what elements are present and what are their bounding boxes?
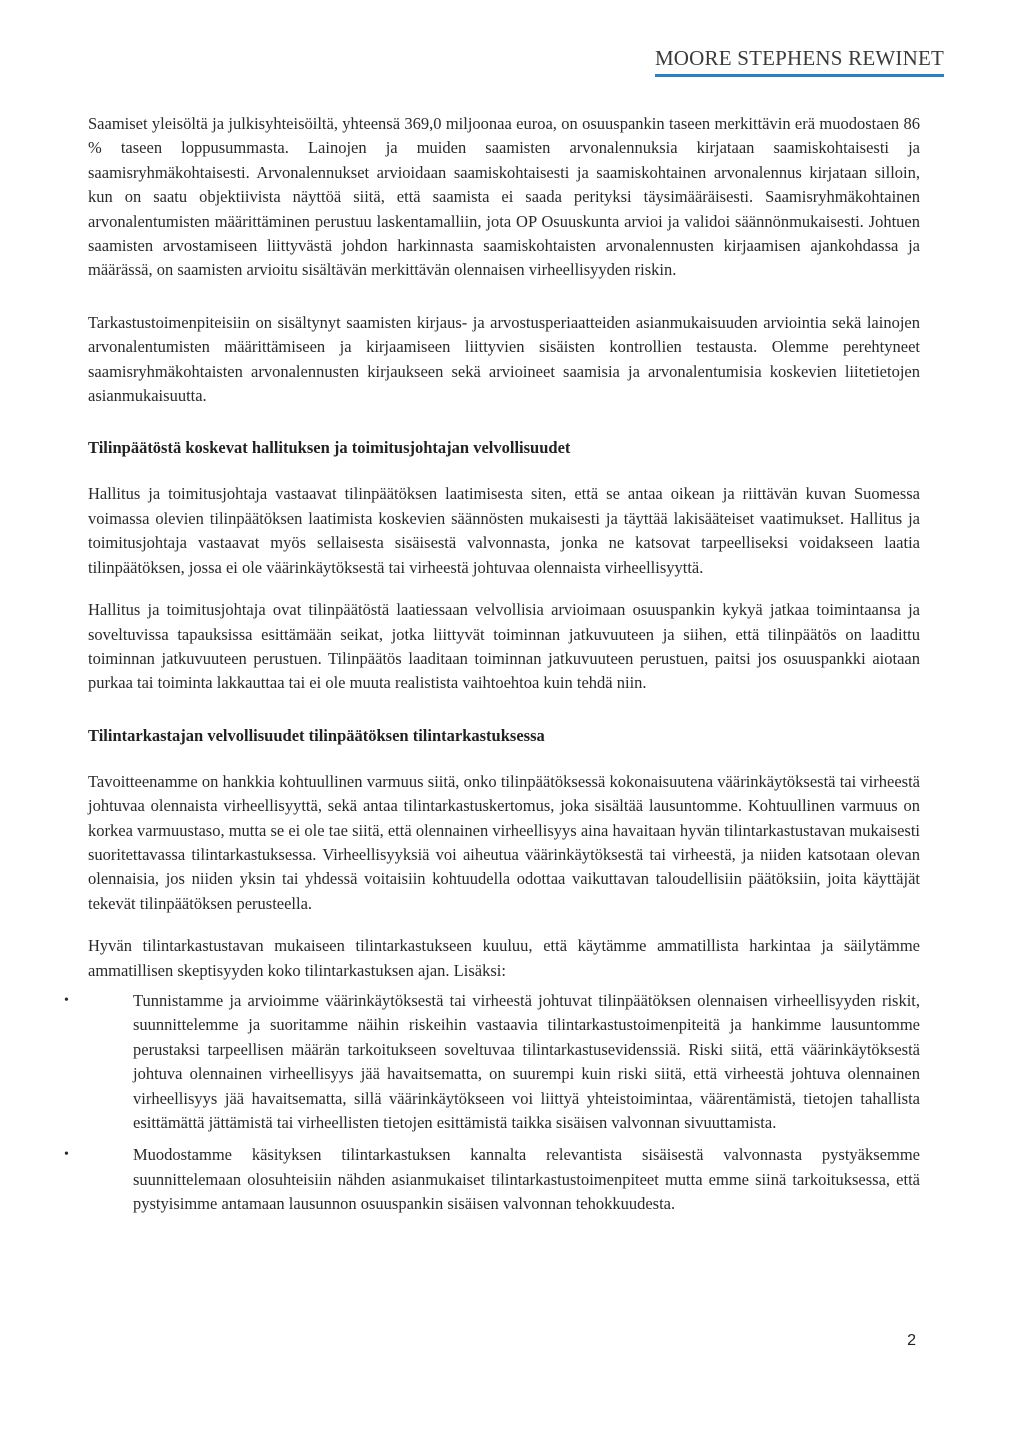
heading-board-responsibilities: Tilinpäätöstä koskevat hallituksen ja toimitusjohtajan velvollisuudet [88, 438, 571, 458]
paragraph-receivables: Saamiset yleisöltä ja julkisyhteisöiltä, yhteensä 369,0 miljoonaa euroa, on osuuspankin taseen merkittävin erä muodostaen 86 % taseen loppusummasta. Lainojen ja muiden saamisten arvonalennuksia kirjataan saamiskohtaisesti ja saamisryhmäkohtaisesti. Arvonalennukset arvioidaan saamiskohtaisesti ja saamiskohtainen arvonalennus kirjataan silloin, kun on saatu objektiivista näyttöä siitä, että saamista ei saada perityksi täysimääräisesti. Saamisryhmäkohtainen arvonalentumisten määrittäminen perustuu laskentamalliin, jota OP Osuuskunta arvioi ja validoi säännönmukaisesti. Johtuen saamisten arvostamiseen liittyvästä johdon harkinnasta saamiskohtaisten arvonalennusten kirjaamisen ajankohdassa ja määrässä, on saamisten arvioitu sisältävän merkittävän olennaisen virheellisyyden riskin. [88, 114, 920, 280]
heading-auditor-responsibilities: Tilintarkastajan velvollisuudet tilinpäätöksen tilintarkastuksessa [88, 725, 545, 745]
document-body [64, 112, 920, 1225]
bullet-list [64, 989, 920, 1217]
paragraph-professional-judgement: Hyvän tilintarkastustavan mukaiseen tilintarkastukseen kuuluu, että käytämme ammatillista harkintaa ja säilytämme ammatillisen skeptisyyden koko tilintarkastuksen ajan. Lisäksi: [88, 936, 920, 980]
bullet-marker: • [64, 1147, 69, 1163]
list-item [64, 989, 920, 1135]
bullet-marker: • [64, 992, 69, 1008]
logo-underline [655, 74, 944, 77]
logo-text: MOORE STEPHENS REWINET [654, 46, 944, 70]
company-logo [655, 46, 944, 77]
paragraph-going-concern: Hallitus ja toimitusjohtaja ovat tilinpäätöstä laatiessaan velvollisia arvioimaan osuuspankin kykyä jatkaa toimintaansa ja soveltuvissa tapauksissa esittämään seikat, jotka liittyvät toiminnan jatkuvuuteen ja siihen, että tilinpäätös on laadittu toiminnan jatkuvuuteen perustuen. Tilinpäätös laaditaan toiminnan jatkuvuuteen perustuen, paitsi jos osuuspankki aiotaan purkaa tai toiminta lakkauttaa tai ei ole muuta realistista vaihtoehtoa kuin tehdä niin. [88, 600, 920, 693]
page-number: 2 [907, 1332, 916, 1349]
bullet-text: Tunnistamme ja arvioimme väärinkäytöksestä tai virheestä johtuvat tilinpäätöksen olennaisen virheellisyyden riskit, suunnittelemme ja suoritamme näihin riskeihin vastaavia tilintarkastustoimenpiteitä ja hankimme lausuntomme perustaksi tarpeellisen määrän tarkoitukseen soveltuvaa tilintarkastusevidenssiä. Riski siitä, että väärinkäytöksestä johtuva olennainen virheellisyys jää havaitsematta, on suurempi kuin riski siitä, että virheestä johtuva olennainen virheellisyys jää havaitsematta, sillä väärinkäytökseen voi liittyä yhteistoimintaa, väärentämistä, tietojen tahallista esittämättä jättämistä tai virheellisten tietojen esittämistä taikka sisäisen valvonnan sivuuttamista. [133, 990, 920, 1132]
paragraph-audit-procedures: Tarkastustoimenpiteisiin on sisältynyt saamisten kirjaus- ja arvostusperiaatteiden asianmukaisuuden arviointia sekä lainojen arvonalentumisten määrittämiseen ja kirjaamiseen liittyvien sisäisten kontrollien testausta. Olemme perehtyneet saamisryhmäkohtaisten arvonalennusten kirjaukseen sekä arvioineet saamisia ja arvonalentumisia koskevien liitetietojen asianmukaisuutta. [88, 312, 920, 406]
list-item [64, 1143, 920, 1216]
paragraph-audit-objective: Tavoitteenamme on hankkia kohtuullinen varmuus siitä, onko tilinpäätöksessä kokonaisuutena väärinkäytöksestä tai virheestä johtuvaa olennaista virheellisyyttä, sekä antaa tilintarkastuskertomus, joka sisältää lausuntomme. Kohtuullinen varmuus on korkea varmuustaso, mutta se ei ole tae siitä, että olennainen virheellisyys aina havaitaan hyvän tilintarkastustavan mukaisesti suoritettavassa tilintarkastuksessa. Virheellisyyksiä voi aiheutua väärinkäytöksestä tai virheestä, ja niiden katsotaan olevan olennaisia, jos niiden yksin tai yhdessä voitaisiin kohtuudella odottaa vaikuttavan taloudellisiin päätöksiin, joita käyttäjät tekevät tilinpäätöksen perusteella. [88, 771, 920, 913]
bullet-text: Muodostamme käsityksen tilintarkastuksen kannalta relevantista sisäisestä valvonnasta pystyäksemme suunnittelemaan olosuhteisiin nähden asianmukaiset tilintarkastustoimenpiteet mutta emme siinä tarkoituksessa, että pystyisimme antamaan lausunnon osuuspankin sisäisen valvonnan tehokkuudesta. [133, 1145, 920, 1214]
paragraph-board-responsibilities: Hallitus ja toimitusjohtaja vastaavat tilinpäätöksen laatimisesta siten, että se antaa oikean ja riittävän kuvan Suomessa voimassa olevien tilinpäätöksen laatimista koskevien säännösten mukaisesti ja täyttää lakisääteiset vaatimukset. Hallitus ja toimitusjohtaja vastaavat myös sellaisesta sisäisestä valvonnasta, jonka ne katsovat tarpeelliseksi voidakseen laatia tilinpäätöksen, jossa ei ole väärinkäytöksestä tai virheestä johtuvaa olennaista virheellisyyttä. [88, 484, 920, 577]
